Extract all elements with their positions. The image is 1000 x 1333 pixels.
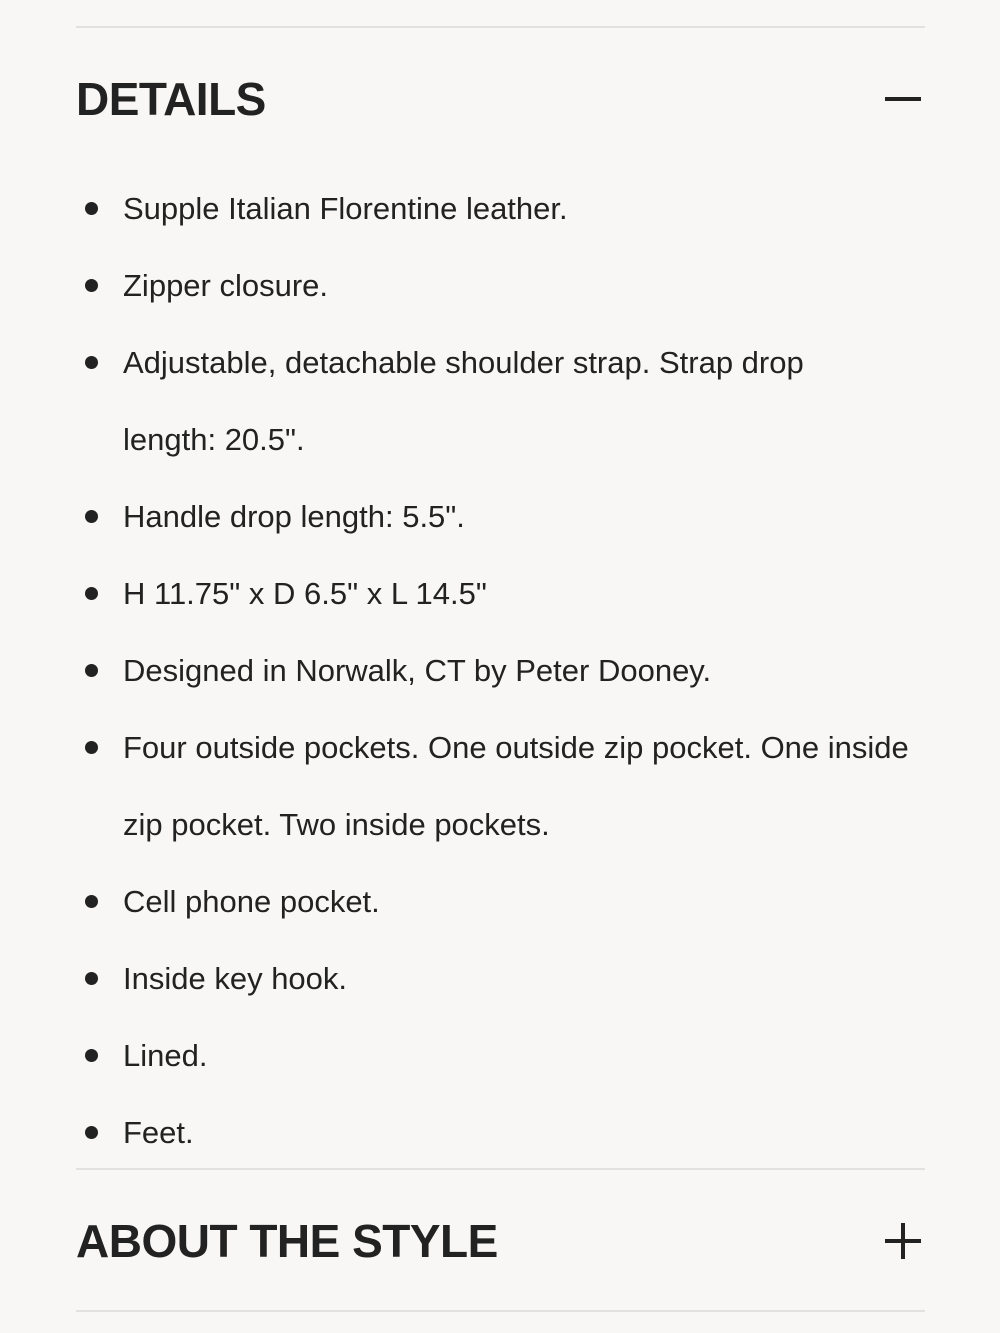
list-item: Four outside pockets. One outside zip pocket. One inside zip pocket. Two inside pockets. xyxy=(76,709,925,863)
list-item: Designed in Norwalk, CT by Peter Dooney. xyxy=(76,632,925,709)
list-item: H 11.75" x D 6.5" x L 14.5" xyxy=(76,555,925,632)
list-item: Adjustable, detachable shoulder strap. Strap drop length: 20.5". xyxy=(76,324,925,478)
bullet-icon xyxy=(85,972,98,985)
list-item: Supple Italian Florentine leather. xyxy=(76,170,925,247)
bullet-icon xyxy=(85,202,98,215)
bullet-icon xyxy=(85,895,98,908)
list-item: Feet. xyxy=(76,1094,925,1171)
minus-icon[interactable] xyxy=(885,81,921,117)
bullet-icon xyxy=(85,356,98,369)
middle-divider xyxy=(76,1168,925,1170)
bullet-icon xyxy=(85,587,98,600)
bullet-icon xyxy=(85,664,98,677)
plus-icon[interactable] xyxy=(885,1223,921,1259)
bullet-icon xyxy=(85,741,98,754)
list-item: Inside key hook. xyxy=(76,940,925,1017)
list-item: Cell phone pocket. xyxy=(76,863,925,940)
bullet-icon xyxy=(85,1049,98,1062)
details-title: DETAILS xyxy=(76,73,266,125)
list-item: Zipper closure. xyxy=(76,247,925,324)
about-the-style-accordion-header[interactable] xyxy=(76,1215,925,1267)
bullet-icon xyxy=(85,510,98,523)
details-list xyxy=(76,170,925,1171)
bottom-divider xyxy=(76,1310,925,1312)
list-item: Lined. xyxy=(76,1017,925,1094)
list-item: Handle drop length: 5.5". xyxy=(76,478,925,555)
bullet-icon xyxy=(85,1126,98,1139)
top-divider xyxy=(76,26,925,28)
bullet-icon xyxy=(85,279,98,292)
details-accordion-header[interactable] xyxy=(76,73,925,125)
about-the-style-title: ABOUT THE STYLE xyxy=(76,1215,498,1267)
